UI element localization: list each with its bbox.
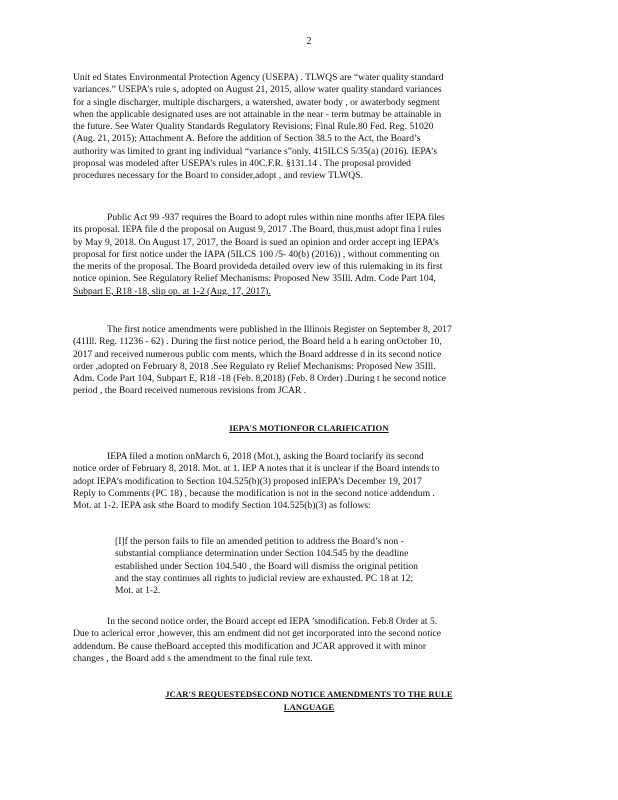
text-line: Adm. Code Part 104, Subpart E, R18 -18 (Feb. 8,2018) (Feb. 8 Order) .During t he second notice [73, 373, 447, 385]
text-line: for a single discharger, multiple dischargers, a watershed, awater body , or awaterbody segment [73, 96, 440, 108]
text-line: proposal was modeled after USEPA’s rules in 40C.F.R. §131.14 . The proposal provided [73, 158, 411, 170]
text-line: period , the Board received numerous revisions from JCAR . [73, 385, 307, 397]
quote-line: [I]f the person fails to file an amended petition to address the Board’s non - [115, 536, 404, 547]
text-line: The first notice amendments were published in the Illinois Register on September 8, 2017 [107, 324, 452, 335]
paragraph-first-notice [73, 324, 531, 398]
text-line: notice opinion. See Regulatory Relief Mechanisms: Proposed New 35Ill. Adm. Code Part 104, [73, 273, 436, 285]
block-quote [115, 536, 491, 597]
text-line: IEPA filed a motion onMarch 6, 2018 (Mot.), asking the Board toclarify its second [107, 451, 424, 462]
paragraph-tlwqs-background [73, 72, 531, 183]
page-number: 2 [306, 36, 312, 47]
quote-line: established under Section 104.540 , the Board will dismiss the original petition [115, 560, 418, 572]
text-line: Due to aclerical error ,however, this am endment did not get incorporated into the second notice [73, 628, 442, 640]
text-line: authority was limited to grant ing individual “variance s”only. 415ILCS 5/35(a) (2016). IEPA’s [73, 145, 438, 157]
text-line: addendum. Be cause theBoard accepted this modification and JCAR approved it with minor [73, 640, 427, 652]
text-line: notice order of February 8, 2018. Mot. at 1. IEP A notes that it is unclear if the Board intends to [73, 463, 440, 475]
text-line: when the applicable designated uses are not attainable in the near - term butmay be attainable in [73, 108, 442, 120]
paragraph-public-act [73, 212, 531, 298]
text-line: order ,adopted on February 8, 2018 .See Regulato ry Relief Mechanisms: Proposed New 35Ill. [73, 360, 436, 372]
text-line: 2017 and received numerous public com ments, which the Board addresse d in its second notice [73, 348, 442, 360]
text-line: the merits of the proposal. The Board provideda detailed overv iew of this rulemaking in its first [73, 261, 443, 273]
quote-line: substantial compliance determination under Section 104.545 by the deadline [115, 548, 409, 560]
section-heading-jcar: JCAR'S REQUESTEDSECOND NOTICE AMENDMENTS TO THE RULE [165, 689, 453, 699]
text-line: (Aug. 21, 2015); Attachment A. Before the addition of Section 38.5 to the Act, the Board’s [73, 133, 421, 145]
paragraph-second-notice [73, 616, 531, 665]
text-line: the future. See Water Quality Standards Regulatory Revisions; Final Rule.80 Fed. Reg. 51020 [73, 121, 434, 133]
text-line: procedures necessary for the Board to consider,adopt , and review TLWQS. [73, 170, 363, 182]
text-line: variances.” USEPA’s rule s, adopted on August 21, 2015, allow water quality standard variances [73, 84, 442, 96]
text-line: (41Ill. Reg. 11236 - 62) . During the first notice period, the Board held a h earing onOctober 10, [73, 336, 442, 348]
text-line: its proposal. IEPA file d the proposal on August 9, 2017 .The Board, thus,must adopt fina l rules [73, 224, 442, 236]
text-line: In the second notice order, the Board accept ed IEPA ’smodification. Feb.8 Order at 5. [107, 616, 438, 627]
quote-line: Mot. at 1-2. [115, 585, 161, 597]
quote-line: and the stay continues all rights to judicial review are exhausted. PC 18 at 12; [115, 572, 414, 584]
text-line: Reply to Comments (PC 18) , because the modification is not in the second notice addendum . [73, 487, 435, 499]
text-line: adopt IEPA’s modification to Section 104.525(b)(3) proposed inIEPA’s December 19, 2017 [73, 475, 422, 487]
section-heading-motion: IEPA'S MOTIONFOR CLARIFICATION [229, 423, 389, 433]
section-heading-jcar-line2: LANGUAGE [283, 702, 335, 712]
text-line: Mot. at 1-2. IEPA ask sthe Board to modify Section 104.525(b)(3) as follows: [73, 500, 371, 512]
text-line: changes , the Board add s the amendment to the final rule text. [73, 652, 313, 664]
paragraph-motion [73, 451, 531, 512]
text-line: proposal for first notice under the IAPA (5ILCS 100 /5- 40(b) (2016)) , without commenting on [73, 248, 440, 260]
text-line: Public Act 99 -937 requires the Board to adopt rules within nine months after IEPA files [107, 212, 445, 223]
text-line-citation: Subpart E, R18 -18, slip op. at 1-2 (Aug. 17, 2017). [73, 285, 271, 297]
text-line: Unit ed States Environmental Protection Agency (USEPA) . TLWQS are “water quality standard [73, 72, 444, 83]
text-line: by May 9, 2018. On August 17, 2017, the Board is sued an opinion and order accept ing IEPA’s [73, 236, 439, 248]
